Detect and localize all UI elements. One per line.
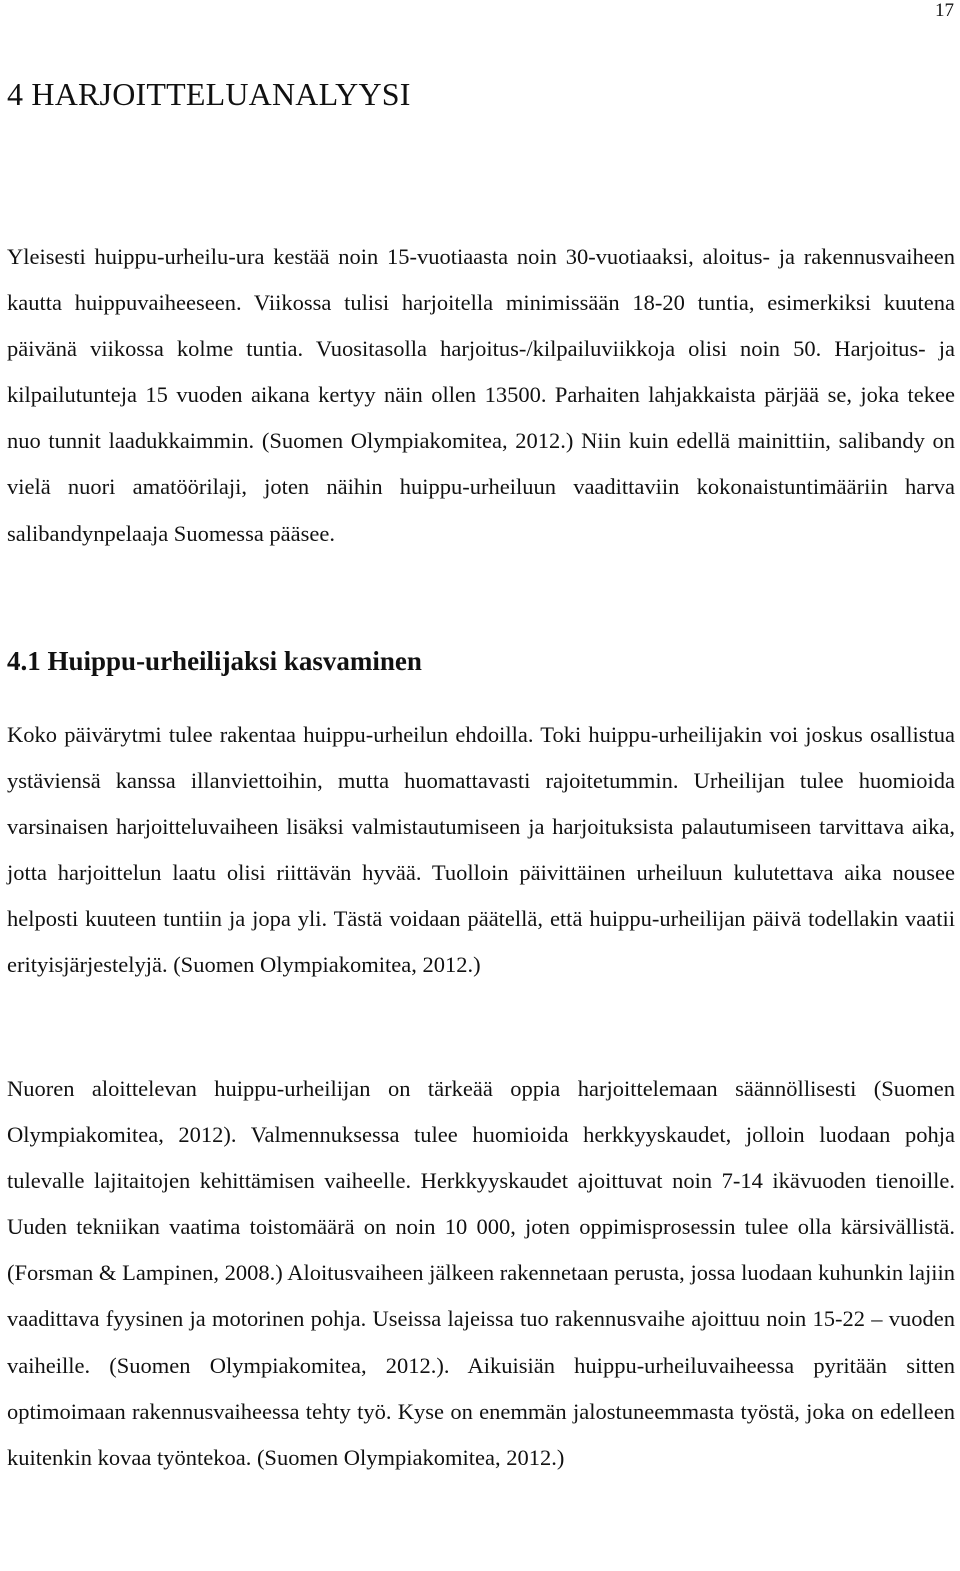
body-paragraph: Nuoren aloittelevan huippu-urheilijan on tärkeää oppia harjoittelemaan säännöllisesti (Suomen Olympiakomitea, 2012). Valmennuksessa tulee huomioida herkkyyskaudet, jolloin luodaan pohja tulevalle lajitaitojen kehittämisen vaiheelle. Herkkyyskaudet ajoittuvat noin 7-14 ikävuoden tienoille. Uuden tekniikan vaatima toistomäärä on noin 10 000, joten oppimisprosessin tulee olla kärsivällistä. (Forsman & Lampinen, 2008.) Aloitusvaiheen jälkeen rakennetaan perusta, jossa luodaan kuhunkin lajiin vaadittava fyysinen ja motorinen pohja. Useissa lajeissa tuo rakennusvaihe ajoittuu noin 15-22 – vuoden vaiheille. (Suomen Olympiakomitea, 2012.). Aikuisiän huippu-urheiluvaiheessa pyritään sitten optimoimaan rakennusvaiheessa tehty työ. Kyse on enemmän jalostuneemmasta työstä, joka on edelleen kuitenkin kovaa työntekoa. (Suomen Olympiakomitea, 2012.) [7, 1076, 955, 1470]
page-number: 17 [935, 0, 954, 21]
section-heading: 4.1 Huippu-urheilijaksi kasvaminen [7, 646, 422, 676]
body-paragraph: Koko päivärytmi tulee rakentaa huippu-urheilun ehdoilla. Toki huippu-urheilijakin voi joskus osallistua ystäviensä kanssa illanviettoihin, mutta huomattavasti rajoitetummin. Urheilijan tulee huomioida varsinaisen harjoitteluvaiheen lisäksi valmistautumiseen ja harjoituksista palautumiseen tarvittava aika, jotta harjoittelun laatu olisi riittävän hyvää. Tuolloin päivittäinen urheiluun kulutettava aika nousee helposti kuuteen tuntiin ja jopa yli. Tästä voidaan päätellä, että huippu-urheilijan päivä todellakin vaatii erityisjärjestelyjä. (Suomen Olympiakomitea, 2012.) [7, 722, 955, 978]
chapter-heading: 4 HARJOITTELUANALYYSI [7, 76, 411, 112]
body-paragraph: Yleisesti huippu-urheilu-ura kestää noin 15-vuotiaasta noin 30-vuotiaaksi, aloitus- ja rakennusvaiheen kautta huippuvaiheeseen. Viikossa tulisi harjoitella minimissään 18-20 tuntia, esimerkiksi kuutena päivänä viikossa kolme tuntia. Vuositasolla harjoitus-/kilpailuviikkoja olisi noin 50. Harjoitus- ja kilpailutunteja 15 vuoden aikana kertyy näin ollen 13500. Parhaiten lahjakkaista pärjää se, joka tekee nuo tunnit laadukkaimmin. (Suomen Olympiakomitea, 2012.) Niin kuin edellä mainittiin, salibandy on vielä nuori amatöörilaji, joten näihin huippu-urheiluun vaadittaviin kokonaistuntimääriin harva salibandynpelaaja Suomessa pääsee. [7, 244, 955, 546]
